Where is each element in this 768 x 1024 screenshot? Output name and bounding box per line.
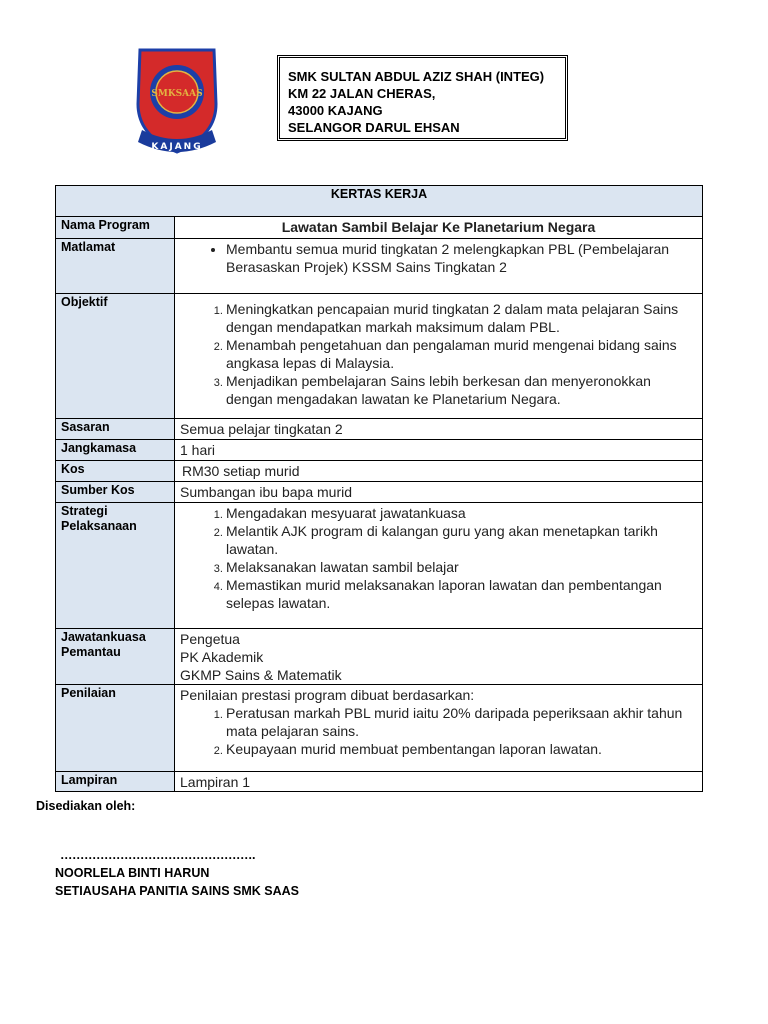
label-kos: Kos	[56, 461, 175, 482]
value-strategi	[175, 503, 703, 629]
label-strategi-line2: Pelaksanaan	[61, 519, 137, 533]
value-jangkamasa: 1 hari	[175, 440, 703, 461]
address-line-2: KM 22 JALAN CHERAS,	[288, 86, 436, 101]
address-line-3: 43000 KAJANG	[288, 103, 383, 118]
address-line-1: SMK SULTAN ABDUL AZIZ SHAH (INTEG)	[288, 69, 545, 84]
value-sasaran: Semua pelajar tingkatan 2	[175, 419, 703, 440]
objektif-item-2: 2. Menambah pengetahuan dan pengalaman murid mengenai bidang sains angkasa lepas di Malaysia.	[226, 336, 697, 372]
label-jangkamasa: Jangkamasa	[56, 440, 175, 461]
value-objektif	[175, 294, 703, 419]
jawatankuasa-line-1: Pengetua	[180, 631, 240, 647]
objektif-item-3: 3. Menjadikan pembelajaran Sains lebih berkesan dan menyeronokkan dengan mengadakan lawatan ke Planetarium Negara.	[226, 372, 697, 408]
label-strategi-line1: Strategi	[61, 504, 108, 518]
logo-top-text: SMKSAAS	[151, 89, 203, 99]
signature-line: ………………………………………….	[60, 848, 255, 862]
value-nama-program: Lawatan Sambil Belajar Ke Planetarium Negara	[175, 217, 703, 239]
objektif-item-1: 1. Meningkatkan pencapaian murid tingkatan 2 dalam mata pelajaran Sains dengan mendapatkan markah maksimum dalam PBL.	[226, 300, 697, 336]
label-penilaian: Penilaian	[56, 685, 175, 772]
label-jawatankuasa-line2: Pemantau	[61, 645, 121, 659]
value-matlamat	[175, 239, 703, 294]
school-logo	[132, 44, 222, 162]
signatory	[55, 864, 299, 900]
penilaian-item-2: 2. Keupayaan murid membuat pembentangan laporan lawatan.	[226, 740, 697, 758]
value-jawatankuasa	[175, 629, 703, 685]
value-lampiran: Lampiran 1	[175, 772, 703, 792]
label-strategi	[56, 503, 175, 629]
label-objektif: Objektif	[56, 294, 175, 419]
logo-bottom-text: KAJANG	[151, 142, 203, 152]
strategi-item-2: 2. Melantik AJK program di kalangan guru yang akan menetapkan tarikh lawatan.	[226, 522, 697, 558]
value-sumber-kos: Sumbangan ibu bapa murid	[175, 482, 703, 503]
strategi-item-4: 4. Memastikan murid melaksanakan laporan lawatan dan pembentangan selepas lawatan.	[226, 576, 697, 612]
value-penilaian	[175, 685, 703, 772]
value-kos: RM30 setiap murid	[175, 461, 703, 482]
label-matlamat: Matlamat	[56, 239, 175, 294]
label-jawatankuasa-line1: Jawatankuasa	[61, 630, 146, 644]
label-lampiran: Lampiran	[56, 772, 175, 792]
signatory-name: NOORLELA BINTI HARUN	[55, 866, 210, 880]
jawatankuasa-line-3: GKMP Sains & Matematik	[180, 667, 342, 683]
label-sasaran: Sasaran	[56, 419, 175, 440]
label-nama-program: Nama Program	[56, 217, 175, 239]
penilaian-intro: Penilaian prestasi program dibuat berdasarkan:	[180, 687, 475, 703]
label-sumber-kos: Sumber Kos	[56, 482, 175, 503]
address-line-4: SELANGOR DARUL EHSAN	[288, 120, 460, 135]
jawatankuasa-line-2: PK Akademik	[180, 649, 264, 665]
matlamat-item: • Membantu semua murid tingkatan 2 melengkapkan PBL (Pembelajaran Berasaskan Projek) KSSM Sains Tingkatan 2	[226, 240, 697, 276]
strategi-item-3: 3. Melaksanakan lawatan sambil belajar	[226, 558, 697, 576]
kertas-kerja-table	[55, 185, 703, 792]
label-jawatankuasa	[56, 629, 175, 685]
strategi-item-1: 1. Mengadakan mesyuarat jawatankuasa	[226, 504, 697, 522]
school-address-box	[277, 55, 568, 141]
table-title: KERTAS KERJA	[56, 186, 703, 217]
signatory-position: SETIAUSAHA PANITIA SAINS SMK SAAS	[55, 884, 300, 898]
prepared-by-label: Disediakan oleh:	[36, 799, 136, 813]
penilaian-item-1: 1. Peratusan markah PBL murid iaitu 20% daripada peperiksaan akhir tahun mata pelajaran sains.	[226, 704, 697, 740]
